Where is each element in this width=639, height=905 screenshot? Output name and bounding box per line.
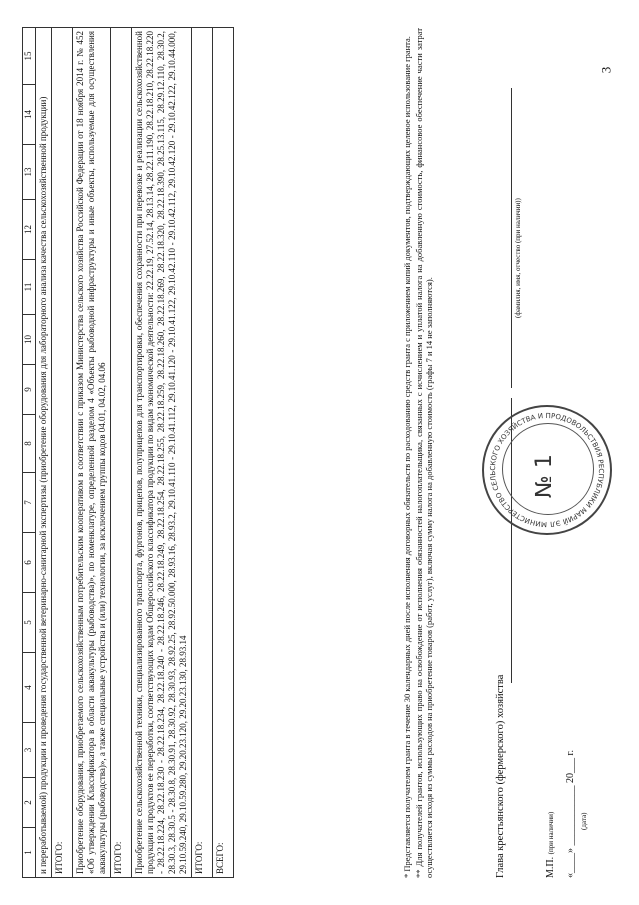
total-label: ИТОГО: (192, 28, 213, 878)
total-label: ИТОГО: (52, 28, 73, 878)
footnote-1: * Представляется получателем гранта в течение 30 календарных дней после исполнения договорных обязательств по расходованию средств гранта с приложением копий документов, подтверждающих целевое использование гранта. (402, 36, 412, 878)
head-label: Глава крестьянского (фермерского) хозяйства (495, 674, 506, 878)
column-number-15: 15 (23, 28, 36, 85)
mp-text: М.П. (545, 856, 556, 878)
item-row (132, 28, 192, 878)
column-number-10: 10 (23, 315, 36, 365)
footnote-2: ** Для получателей грантов, использующих право на освобождение от исполнения обязанностей налогоплательщика, связанных с исчислением и уплатой налога на добавленную стоимость, финансовое обеспечение части затрат осуществляется исходя из суммы расходов на приобретение товаров (работ, услуг), включая сумму налога на добавленную стоимость (графы 7 и 14 не заполняются). (413, 28, 434, 878)
column-number-7: 7 (23, 473, 36, 533)
column-number-11: 11 (23, 260, 36, 315)
stamp-number: № 1 (532, 454, 557, 498)
total-row (213, 28, 234, 878)
stamp-ring-text: МИНИСТЕРСТВО СЕЛЬСКОГО ХОЗЯЙСТВА И ПРОДОВОЛЬСТВИЯ РЕСПУБЛИКИ МАРИЙ ЭЛ (488, 411, 606, 529)
official-stamp (482, 405, 612, 535)
item-row (36, 28, 52, 878)
column-number-2: 2 (23, 778, 36, 828)
item-description: Приобретение оборудования, приобретаемого сельскохозяйственным потребительским кооперативом в соответствии с приказом Министерства сельского хозяйства Российской Федерации от 18 ноября 2014 г. № 452 «Об утверждении Классификатора в области аквакультуры (рыбоводства)», по номенклатуре, определенной разделом 4 «Объекты рыбоводной инфраструктуры и иные объекты, используемые для осуществления аквакультуры (рыбоводства)», а также специальные устройства и (или) технологии, за исключением группы кодов 04.01, 04.02, 04.06 (73, 28, 111, 878)
mp-note: (при наличии) (547, 811, 555, 855)
column-number-1: 1 (23, 828, 36, 878)
mp-label (545, 812, 556, 878)
total-label: ВСЕГО: (213, 28, 234, 878)
column-number-5: 5 (23, 593, 36, 653)
column-number-3: 3 (23, 723, 36, 778)
fio-caption: (фамилия, имя, отчество (при наличии)) (514, 198, 522, 318)
fio-line (503, 88, 512, 388)
column-number-13: 13 (23, 145, 36, 200)
column-number-4: 4 (23, 653, 36, 723)
date-caption: (дата) (580, 812, 588, 830)
item-row (73, 28, 111, 878)
column-number-6: 6 (23, 533, 36, 593)
total-label: ИТОГО: (111, 28, 132, 878)
date-line: «____» ____________ 20___ г. (565, 750, 576, 878)
expense-table (22, 28, 234, 878)
total-row (52, 28, 73, 878)
column-number-14: 14 (23, 85, 36, 145)
column-number-8: 8 (23, 415, 36, 473)
column-number-row (23, 28, 36, 878)
item-description: Приобретение сельскохозяйственной техники, специализированного транспорта, фургонов, прицепов, полуприцепов для транспортировки, обеспечения сохранности при перевозке и реализации сельскохозяйственной продукции и продуктов ее переработки, соответствующих кодам Общероссийского классификатора продукции по видам экономической деятельности: 22.22.19, 27.52.14, 28.13.14, 28.22.11.190, 28.22.18.210, 28.22.18.220 - 28.22.18.224, 28.22.18.230 - 28.22.18.234, 28.22.18.240 - 28.22.18.246, 28.22.18.249, 28.22.18.254, 28.22.18.255, 28.22.18.259, 28.22.18.260, 28.22.18.269, 28.22.18.320, 28.22.18.390, 28.25.13.115, 28.29.12.110, 28.30.2, 28.30.3, 28.30.5 - 28.30.8, 28.30.91, 28.30.92, 28.30.93, 28.92.25, 28.92.50.000, 28.93.16, 28.93.2, 29.10.41.110 - 29.10.41.112, 29.10.41.120 - 29.10.41.122, 29.10.42.110 - 29.10.42.112, 29.10.42.120 - 29.10.42.122, 29.10.44.000, 29.10.59.240, 29.10.59.280, 29.20.23.120, 29.20.23.130, 28.93.14 (132, 28, 192, 878)
item-description: и переработываемой) продукции и проведения государственной ветеринарно-санитарной экспертизы (приобретение оборудования для лабораторного анализа качества сельскохозяйственной продукции) (36, 28, 52, 878)
total-row (192, 28, 213, 878)
total-row (111, 28, 132, 878)
page-number: 3 (598, 66, 614, 74)
column-number-12: 12 (23, 200, 36, 260)
footnotes (402, 28, 436, 878)
column-number-9: 9 (23, 365, 36, 415)
